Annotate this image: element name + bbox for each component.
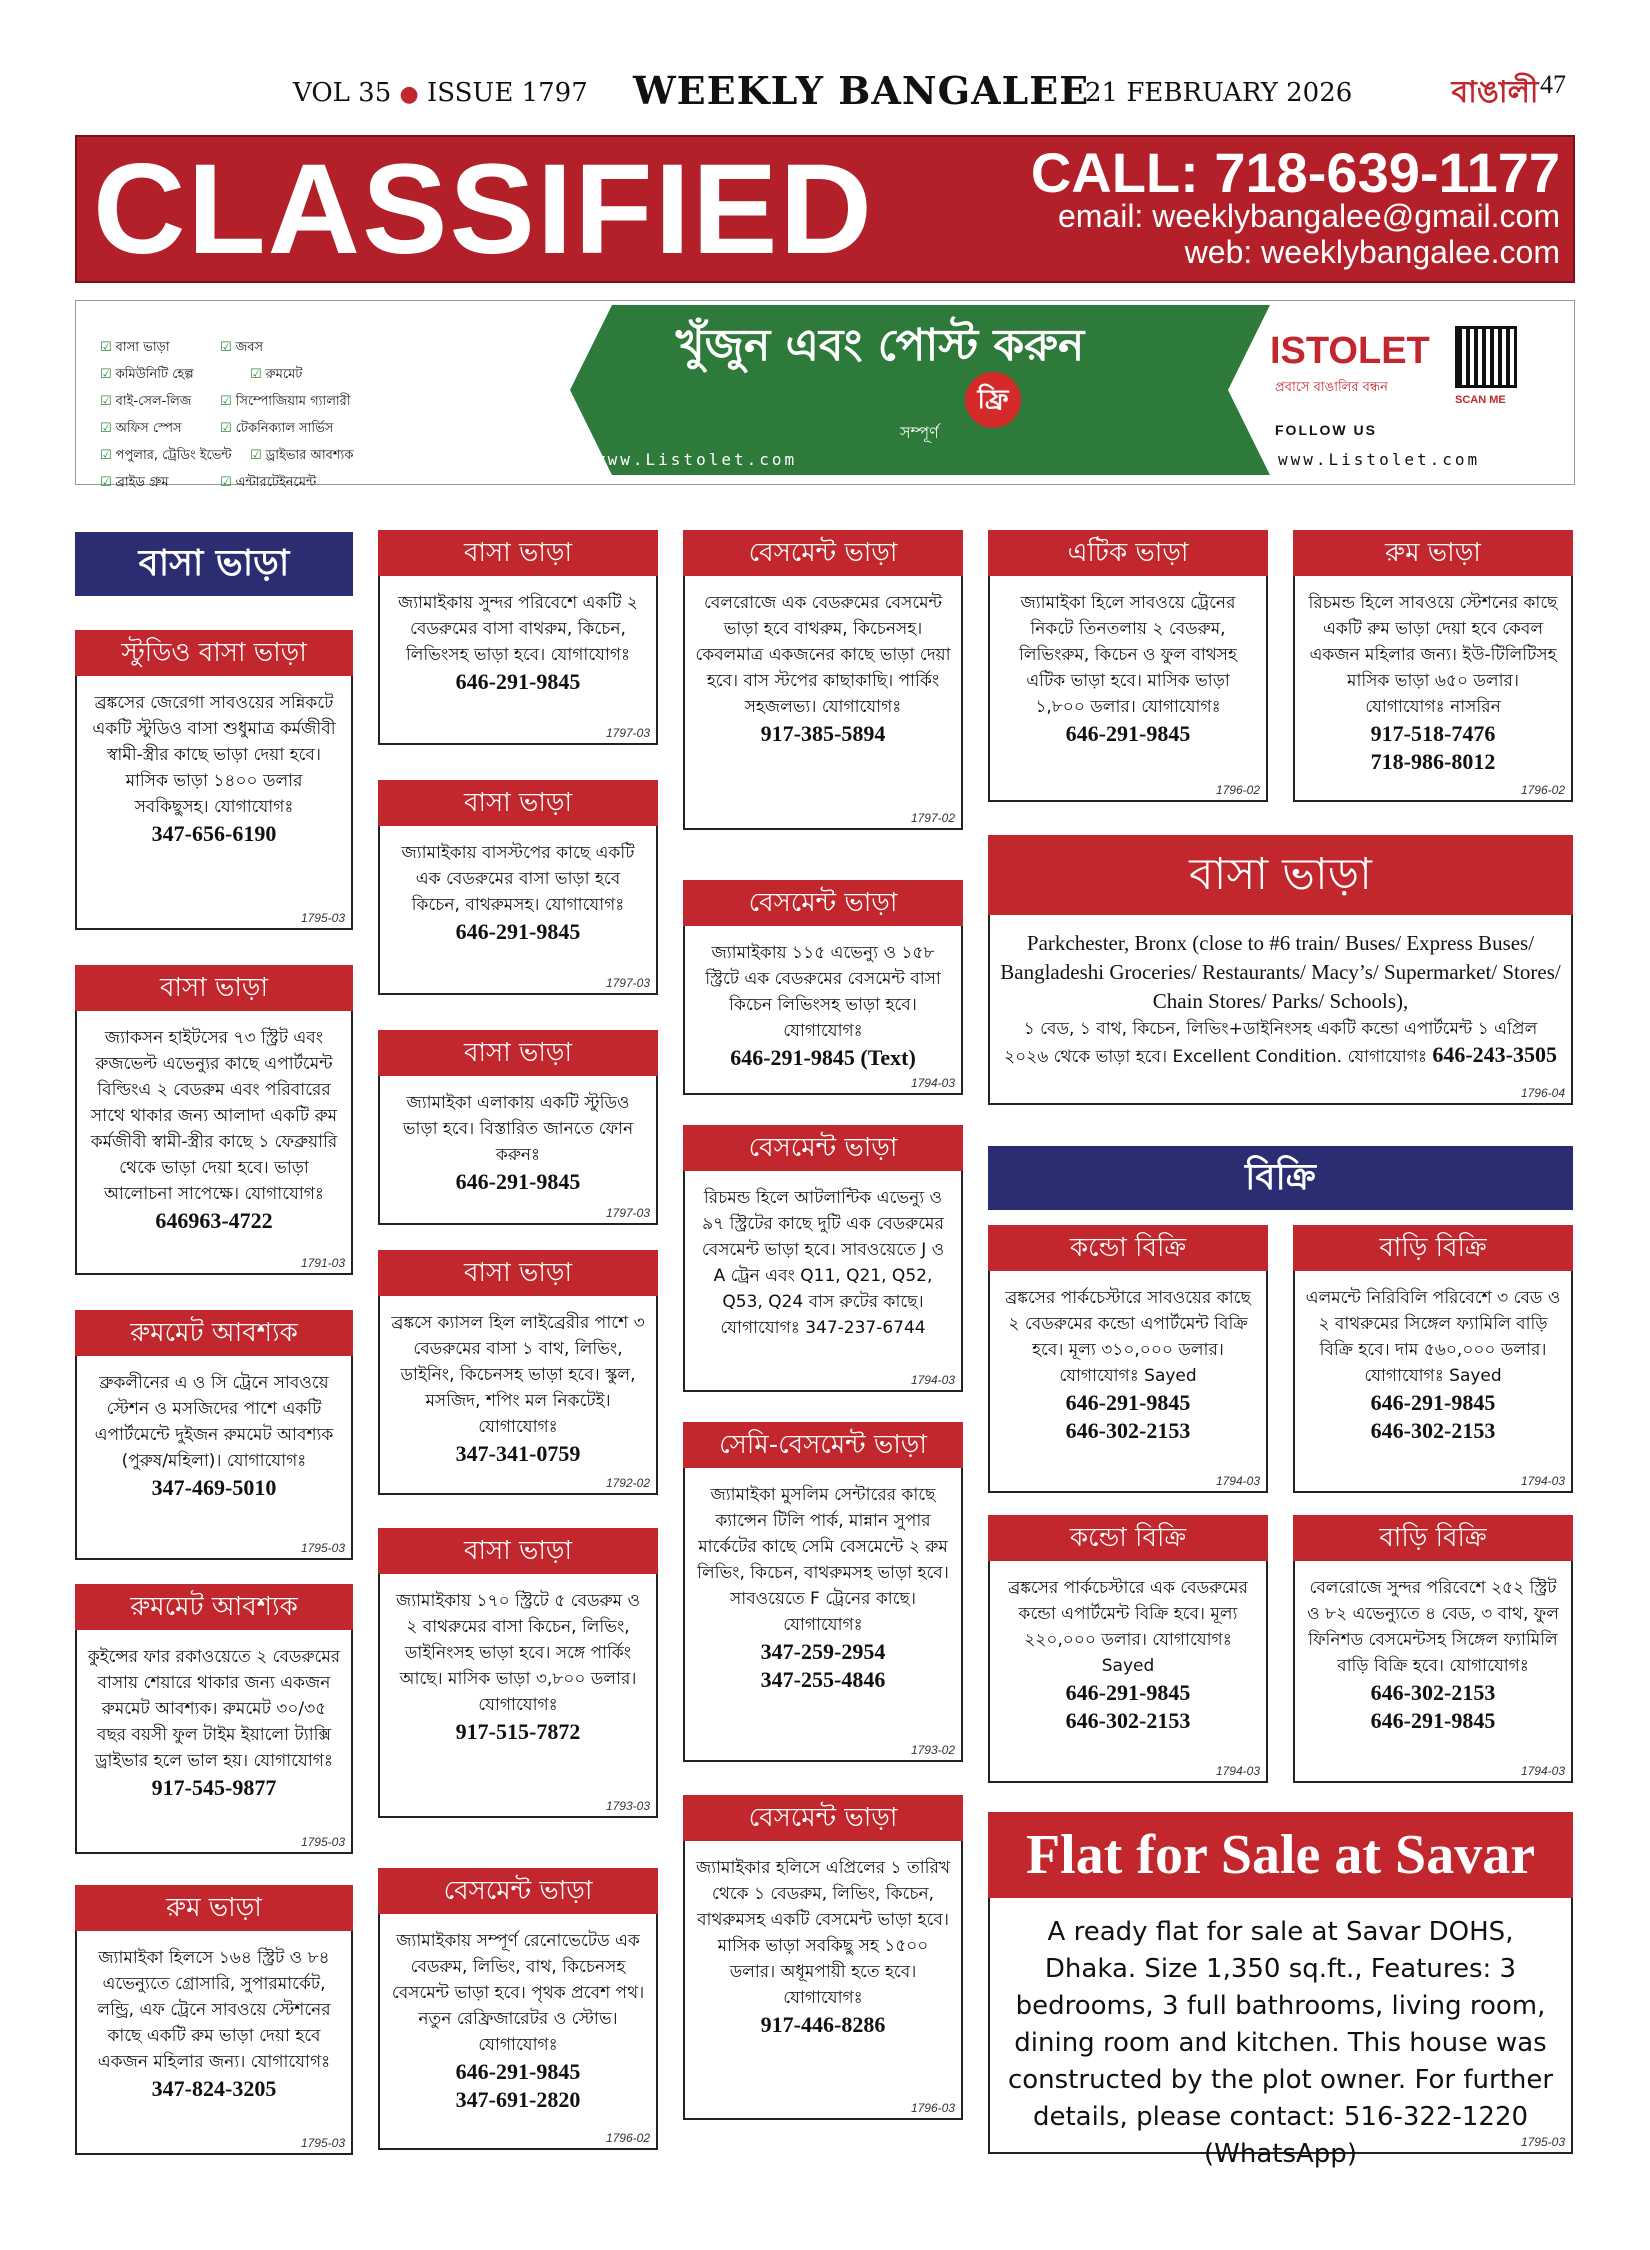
ad-slogan-sub: সম্পূর্ণ	[900, 423, 939, 442]
box-body	[390, 840, 646, 946]
flat-sale-title: Flat for Sale at Savar	[988, 1812, 1573, 1898]
ad-category-item	[100, 392, 220, 413]
box-body	[1305, 1285, 1561, 1445]
box-text: জ্যামাইকায় ১১৫ এভেন্যু ও ১৫৮ স্ট্রিটে এক বেডরুমের বেসমেন্ট বাসা কিচেন লিভিংসহ ভাড়া হবে। যোগাযোগঃ	[705, 943, 941, 1041]
ad-category-label: এন্টারটেইনমেন্ট	[235, 475, 317, 490]
box-body	[1000, 929, 1561, 1070]
checkbox-icon: ☑	[100, 367, 112, 382]
scan-me-label: SCAN ME	[1455, 394, 1506, 406]
follow-us: FOLLOW US	[1275, 422, 1377, 438]
box-text: ব্রঙ্কসের জেরেগা সাবওয়ের সন্নিকটে একটি স্টুডিও বাসা শুধুমাত্র কর্মজীবী স্বামী-স্ত্রীর কাছে ভাড়া দেয়া হবে। মাসিক ভাড়া ১৪০০ ডলার সবকিছুসহ। যোগাযোগঃ	[92, 693, 336, 817]
issue: ISSUE 1797	[426, 78, 588, 108]
box-phone: 646-291-9845	[1370, 1708, 1496, 1733]
box-body	[695, 1482, 951, 1694]
ad-code: 1794-03	[910, 1373, 955, 1387]
ad-code: 1793-02	[910, 1743, 955, 1757]
ad-code: 1796-04	[1520, 1086, 1565, 1100]
box-body	[695, 1855, 951, 2039]
box-title: বেসমেন্ট ভাড়া	[683, 530, 963, 576]
box-title: বাসা ভাড়া	[988, 835, 1573, 915]
ad-code: 1795-03	[300, 1541, 345, 1555]
box-text: বেলরোজে সুন্দর পরিবেশে ২৫২ স্ট্রিট ও ৮২ এভেন্যুতে ৪ বেড, ৩ বাথ, ফুল ফিনিশড বেসমেন্টসহ সিঙ্গেল ফ্যামিলি বাড়ি বিক্রি হবে। যোগাযোগঃ	[1307, 1578, 1559, 1676]
classified-ad-box	[75, 1885, 353, 2155]
ad-category-item	[100, 446, 250, 467]
checkbox-icon: ☑	[250, 367, 262, 382]
classified-ad-box	[1293, 530, 1573, 802]
contact-web: web: weeklybangalee.com	[1184, 234, 1560, 270]
paper-name: WEEKLY BANGALEE	[633, 68, 1090, 113]
box-title: সেমি-বেসমেন্ট ভাড়া	[683, 1422, 963, 1468]
ad-code: 1791-03	[300, 1256, 345, 1270]
checkbox-icon: ☑	[100, 448, 112, 463]
ad-code: 1793-03	[605, 1799, 650, 1813]
ad-code: 1796-02	[1215, 783, 1260, 797]
box-body	[87, 1644, 341, 1802]
box-title: রুম ভাড়া	[75, 1885, 353, 1931]
box-text: ব্রঙ্কসের পার্কচেস্টারে এক বেডরুমের কন্ডো এপার্টমেন্ট বিক্রি হবে। মূল্য ২২০,০০০ ডলার। যোগাযোগঃ Sayed	[1008, 1578, 1248, 1676]
box-phone: 917-518-7476	[1370, 721, 1496, 746]
ad-category-list	[100, 335, 460, 497]
ad-category-label: জবস	[235, 340, 264, 355]
ad-category-label: ব্রাইড গ্রুম	[115, 475, 169, 490]
ad-category-label: ড্রাইভার আবশ্যক	[265, 448, 354, 463]
ad-slogan: খুঁজুন এবং পোস্ট করুন	[675, 320, 1085, 371]
box-phone: 646-291-9845	[1065, 1390, 1191, 1415]
classified-ad-box	[683, 1422, 963, 1762]
checkbox-icon: ☑	[100, 421, 112, 436]
box-phone: 646-302-2153	[1065, 1418, 1191, 1443]
box-title: কন্ডো বিক্রি	[988, 1515, 1268, 1561]
box-phone: 646-291-9845	[1065, 721, 1191, 746]
box-phone: 347-469-5010	[151, 1475, 277, 1500]
volume-issue	[293, 78, 588, 108]
box-text: জ্যামাইকায় সম্পূর্ণ রেনোভেটেড এক বেডরুম, লিভিং, বাথ, কিচেনসহ বেসমেন্ট ভাড়া হবে। পৃথক প্রবেশ পথ। নতুন রেফ্রিজারেটর ও স্টোভ। যোগাযোগঃ	[391, 1931, 645, 2055]
box-phone: 646-243-3505	[1432, 1042, 1557, 1067]
box-phone: 646-291-9845	[455, 919, 581, 944]
box-title: বাসা ভাড়া	[378, 1030, 658, 1076]
ad-code: 1797-03	[605, 726, 650, 740]
checkbox-icon: ☑	[100, 340, 112, 355]
flat-sale-box	[988, 1812, 1573, 2169]
flat-sale-text: A ready flat for sale at Savar DOHS, Dhaka. Size 1,350 sq.ft., Features: 3 bedrooms, 3 full bathrooms, living room, dining room and kitchen. This house was constructed by the plot owner. For further details, please contact: 516-322-1220 (WhatsApp)	[1007, 1917, 1554, 2169]
box-body	[1000, 590, 1256, 748]
ad-code: 1795-03	[300, 1835, 345, 1849]
box-phone: 646-291-9845	[1370, 1390, 1496, 1415]
box-body	[695, 1185, 951, 1341]
box-text: জ্যামাইকা মুসলিম সেন্টারের কাছে ক্যান্সেন টিলি পার্ক, মান্নান সুপার মার্কেটের কাছে সেমি বেসমেন্টে ২ রুম লিভিং, কিচেন, বাথরুমসহ ভাড়া হবে। সাবওয়েতে F ট্রেনের কাছে। যোগাযোগঃ	[697, 1485, 949, 1635]
box-text: জ্যামাইকার হলিসে এপ্রিলের ১ তারিখ থেকে ১ বেডরুম, লিভিং, কিচেন, বাথরুমসহ একটি বেসমেন্ট ভাড়া হবে। মাসিক ভাড়া সবকিছু সহ ১৫০০ ডলার। অধূমপায়ী হতে হবে। যোগাযোগঃ	[695, 1858, 951, 2008]
ad-url[interactable]: www.Listolet.com	[595, 450, 798, 469]
box-phone: 646-291-9845	[1065, 1680, 1191, 1705]
box-body	[1305, 590, 1561, 776]
box-title: বাড়ি বিক্রি	[1293, 1515, 1573, 1561]
box-text: এলমন্টে নিরিবিলি পরিবেশে ৩ বেড ও ২ বাথরুমের সিঙ্গেল ফ্যামিলি বাড়ি বিক্রি হবে। দাম ৫৬০,০০০ ডলার। যোগাযোগঃ Sayed	[1305, 1288, 1561, 1386]
ad-code: 1794-03	[910, 1076, 955, 1090]
issue-date: 21 FEBRUARY 2026	[1085, 78, 1353, 108]
listolet-brand: ISTOLET	[1270, 330, 1430, 372]
ad-code: 1796-02	[1520, 783, 1565, 797]
contact-email: email: weeklybangalee@gmail.com	[1057, 198, 1560, 234]
ad-category-label: বাই-সেল-লিজ	[115, 394, 192, 409]
box-body	[695, 590, 951, 748]
box-title: বাড়ি বিক্রি	[1293, 1225, 1573, 1271]
classified-ad-box	[1293, 1225, 1573, 1493]
box-title: বাসা ভাড়া	[378, 530, 658, 576]
ad-category-label: বাসা ভাড়া	[115, 340, 170, 355]
box-text: জ্যামাইকা হিলে সাবওয়ে ট্রেনের নিকটে তিনতলায় ২ বেডরুম, লিভিংরুম, কিচেন ও ফুল বাথসহ এটিক ভাড়া হবে। মাসিক ভাড়া ১,৮০০ ডলার। যোগাযোগঃ	[1019, 593, 1237, 717]
box-phone: 646-291-9845	[455, 1169, 581, 1194]
classified-ad-box	[988, 1225, 1268, 1493]
checkbox-icon: ☑	[220, 394, 232, 409]
box-body	[1000, 1285, 1256, 1445]
box-text-bn: ১ বেড, ১ বাথ, কিচেন, লিভিং+ডাইনিংসহ একটি কন্ডো এপার্টমেন্ট ১ এপ্রিল ২০২৬ থেকে ভাড়া হবে। Excellent Condition. যোগাযোগঃ	[1004, 1019, 1538, 1067]
box-text-en: Parkchester, Bronx (close to #6 train/ Buses/ Express Buses/ Bangladeshi Groceries/ Restaurants/ Macy’s/ Supermarket/ Stores/ Chain Stores/ Parks/ Schools),	[1000, 931, 1561, 1013]
box-body	[87, 1945, 341, 2103]
ad-category-item	[100, 338, 220, 359]
box-phone: 917-446-8286	[760, 2012, 886, 2037]
ad-category-item	[220, 473, 370, 494]
section-sale-header: বিক্রি	[988, 1146, 1573, 1210]
box-phone: 917-545-9877	[151, 1775, 277, 1800]
box-phone: 646963-4722	[155, 1208, 273, 1233]
paper-logo: বাঙালী	[1451, 75, 1539, 110]
box-title: কন্ডো বিক্রি	[988, 1225, 1268, 1271]
ad-category-label: রুমমেট	[265, 367, 303, 382]
qr-code-icon[interactable]	[1455, 326, 1517, 388]
box-phone: 646-302-2153	[1065, 1708, 1191, 1733]
box-title: রুমমেট আবশ্যক	[75, 1584, 353, 1630]
ad-category-label: কমিউনিটি হেল্প	[115, 367, 194, 382]
classified-ad-box	[683, 1795, 963, 2120]
classified-ad-box	[378, 530, 658, 745]
classified-ad-box	[378, 1030, 658, 1225]
box-title: বাসা ভাড়া	[75, 965, 353, 1011]
classified-ad-box	[683, 530, 963, 830]
ad-category-item	[220, 338, 340, 359]
call-number: CALL: 718-639-1177	[1030, 141, 1560, 204]
box-phone: 646-302-2153	[1370, 1418, 1496, 1443]
box-body	[1000, 1575, 1256, 1735]
box-title: রুম ভাড়া	[1293, 530, 1573, 576]
ad-category-label: অফিস স্পেস	[115, 421, 182, 436]
ad-category-item	[100, 473, 220, 494]
box-phone: 917-385-5894	[760, 721, 886, 746]
box-text: ব্রুকলীনের এ ও সি ট্রেনে সাবওয়ে স্টেশন ও মসজিদের পাশে একটি এপার্টমেন্টে দুইজন রুমমেট আবশ্যক (পুরুষ/মহিলা)। যোগাযোগঃ	[94, 1373, 334, 1471]
ad-category-item	[220, 392, 370, 413]
box-body	[390, 590, 646, 696]
box-text: জ্যামাইকা হিলসে ১৬৪ স্ট্রিট ও ৮৪ এভেন্যুতে গ্রোসারি, সুপারমার্কেট, লন্ড্রি, এফ ট্রেনে সাবওয়ে স্টেশনের কাছে একটি রুম ভাড়া দেয়া হবে একজন মহিলার জন্য। যোগাযোগঃ	[97, 1948, 331, 2072]
box-body	[87, 1025, 341, 1235]
box-title: বেসমেন্ট ভাড়া	[683, 1795, 963, 1841]
box-phone: 718-986-8012	[1370, 749, 1496, 774]
box-title: বেসমেন্ট ভাড়া	[683, 880, 963, 926]
classified-ad-box	[75, 630, 353, 930]
box-body	[390, 1588, 646, 1746]
ad-code: 1792-02	[605, 1476, 650, 1490]
box-phone: 646-291-9845 (Text)	[730, 1045, 916, 1070]
box-body	[87, 1370, 341, 1502]
ad-code: 1795-03	[300, 911, 345, 925]
box-phone: 646-291-9845	[455, 2059, 581, 2084]
separator-dot-icon: ●	[399, 82, 419, 107]
box-body	[1305, 1575, 1561, 1735]
checkbox-icon: ☑	[100, 394, 112, 409]
box-text: জ্যামাইকায় ১৭০ স্ট্রিটে ৫ বেডরুম ও ২ বাথরুমের বাসা কিচেন, লিভিং, ডাইনিংসহ ভাড়া হবে। সঙ্গে পার্কিং আছে। মাসিক ভাড়া ৩,৮০০ ডলার। যোগাযোগঃ	[395, 1591, 641, 1715]
ad-code: 1794-03	[1215, 1474, 1260, 1488]
classified-ad-box	[988, 530, 1268, 802]
box-phone: 347-691-2820	[455, 2087, 581, 2112]
box-title: বাসা ভাড়া	[378, 1250, 658, 1296]
classified-ad-box	[683, 1125, 963, 1392]
classified-ad-box	[75, 965, 353, 1275]
ad-category-label: পপুলার, ট্রেডিং ইভেন্ট	[115, 448, 232, 463]
ad-category-item	[100, 419, 220, 440]
box-phone: 347-824-3205	[151, 2076, 277, 2101]
classified-title: CLASSIFIED	[93, 138, 874, 281]
box-title: বাসা ভাড়া	[378, 1528, 658, 1574]
box-body	[87, 690, 341, 848]
classified-ad-box	[378, 1528, 658, 1818]
box-text: জ্যামাইকা এলাকায় একটি স্টুডিও ভাড়া হবে। বিস্তারিত জানতে ফোন করুনঃ	[402, 1093, 634, 1165]
ad-code: 1794-03	[1520, 1764, 1565, 1778]
ad-category-item	[100, 365, 250, 386]
ad-category-item	[250, 446, 370, 467]
checkbox-icon: ☑	[220, 421, 232, 436]
box-phone: 646-291-9845	[455, 669, 581, 694]
listolet-tagline: প্রবাসে বাঙালির বন্ধন	[1275, 380, 1388, 395]
classified-ad-box	[75, 1584, 353, 1854]
box-title: রুমমেট আবশ্যক	[75, 1310, 353, 1356]
box-text: কুইন্সের ফার রকাওয়েতে ২ বেডরুমের বাসায় শেয়ারে থাকার জন্য একজন রুমমেট আবশ্যক। রুমমেট ৩০/৩৫ বছর বয়সী ফুল টাইম ইয়ালো ট্যাক্সি ড্রাইভার হলে ভাল হয়। যোগাযোগঃ	[87, 1647, 341, 1771]
box-text: বেলরোজে এক বেডরুমের বেসমেন্ট ভাড়া হবে বাথরুম, কিচেনসহ। কেবলমাত্র একজনের কাছে ভাড়া দেয়া হবে। বাস স্টপের কাছাকাছি। পার্কিং সহজলভ্য। যোগাযোগঃ	[695, 593, 951, 717]
box-phone: 646-302-2153	[1370, 1680, 1496, 1705]
classified-ad-box	[378, 1868, 658, 2150]
checkbox-icon: ☑	[220, 340, 232, 355]
classified-ad-box	[988, 1515, 1268, 1783]
box-title: বেসমেন্ট ভাড়া	[683, 1125, 963, 1171]
box-title: এটিক ভাড়া	[988, 530, 1268, 576]
ad-free-badge: ফ্রি	[965, 372, 1021, 428]
volume: VOL 35	[293, 78, 392, 108]
box-text: জ্যামাইকায় সুন্দর পরিবেশে একটি ২ বেডরুমের বাসা বাথরুম, কিচেন, লিভিংসহ ভাড়া হবে। যোগাযোগঃ	[398, 593, 638, 665]
classified-ad-box	[378, 1250, 658, 1495]
box-body	[390, 1310, 646, 1468]
box-text: রিচমন্ড হিলে আটলান্টিক এভেন্যু ও ৯৭ স্ট্রিটের কাছে দুটি এক বেডরুমের বেসমেন্ট ভাড়া হবে। সাবওয়েতে J ও A ট্রেন এবং Q11, Q21, Q52, Q53, Q24 বাস রুটের কাছে। যোগাযোগঃ 347-237-6744	[701, 1188, 945, 1338]
box-phone: 347-259-2954	[760, 1639, 886, 1664]
box-text: জ্যামাইকায় বাসস্টপের কাছে একটি এক বেডরুমের বাসা ভাড়া হবে কিচেন, বাথরুমসহ। যোগাযোগঃ	[401, 843, 635, 915]
box-body	[695, 940, 951, 1072]
page-number: 47	[1540, 70, 1566, 99]
classified-ad-box	[1293, 1515, 1573, 1783]
ad-category-label: সিম্পোজিয়াম গ্যালারী	[235, 394, 351, 409]
box-body	[390, 1928, 646, 2114]
section-rent-header: বাসা ভাড়া	[75, 532, 353, 596]
checkbox-icon: ☑	[220, 475, 232, 490]
ad-category-label: টেকনিক্যাল সার্ভিস	[235, 421, 334, 436]
box-phone: 347-656-6190	[151, 821, 277, 846]
ad-code: 1795-03	[300, 2136, 345, 2150]
box-phone: 347-255-4846	[760, 1667, 886, 1692]
ad-code: 1795-03	[1520, 2135, 1565, 2149]
box-text: ব্রঙ্কসে ক্যাসল হিল লাইব্রেরীর পাশে ৩ বেডরুমের বাসা ১ বাথ, লিভিং, ডাইনিং, কিচেনসহ ভাড়া হবে। স্কুল, মসজিদ, শপিং মল নিকটেই। যোগাযোগঃ	[391, 1313, 645, 1437]
parkchester-rent-box	[988, 835, 1573, 1105]
ad-code: 1794-03	[1215, 1764, 1260, 1778]
ad-code: 1797-03	[605, 976, 650, 990]
classified-ad-box	[75, 1310, 353, 1560]
ad-code: 1794-03	[1520, 1474, 1565, 1488]
box-title: বেসমেন্ট ভাড়া	[378, 1868, 658, 1914]
ad-code: 1797-02	[910, 811, 955, 825]
box-phone: 347-341-0759	[455, 1441, 581, 1466]
ad-category-item	[220, 419, 340, 440]
ad-category-item	[250, 365, 370, 386]
classified-ad-box	[683, 880, 963, 1095]
box-phone: 917-515-7872	[455, 1719, 581, 1744]
ad-code: 1796-03	[910, 2101, 955, 2115]
classified-ad-box	[378, 780, 658, 995]
ad-code: 1797-03	[605, 1206, 650, 1220]
box-title: স্টুডিও বাসা ভাড়া	[75, 630, 353, 676]
ad-url-right[interactable]: www.Listolet.com	[1278, 450, 1481, 469]
ad-code: 1796-02	[605, 2131, 650, 2145]
checkbox-icon: ☑	[250, 448, 262, 463]
box-text: রিচমন্ড হিলে সাবওয়ে স্টেশনের কাছে একটি রুম ভাড়া দেয়া হবে কেবল একজন মহিলার জন্য। ইউ-টিলিটিসহ মাসিক ভাড়া ৬৫০ ডলার। যোগাযোগঃ নাসরিন	[1308, 593, 1558, 717]
box-text: ব্রঙ্কসের পার্কচেস্টারে সাবওয়ের কাছে ২ বেডরুমের কন্ডো এপার্টমেন্ট বিক্রি হবে। মূল্য ৩১০,০০০ ডলার। যোগাযোগঃ Sayed	[1005, 1288, 1251, 1386]
box-text: জ্যাকসন হাইটসের ৭৩ স্ট্রিট এবং রুজভেল্ট এভেন্যুর কাছে এপার্টমেন্ট বিল্ডিংএ ২ বেডরুম এবং পরিবারের সাথে থাকার জন্য আলাদা একটি রুম কর্মজীবী স্বামী-স্ত্রীর কাছে ১ ফেব্রুয়ারি থেকে ভাড়া দেয়া হবে। ভাড়া আলোচনা সাপেক্ষে। যোগাযোগঃ	[90, 1028, 338, 1204]
checkbox-icon: ☑	[100, 475, 112, 490]
box-title: বাসা ভাড়া	[378, 780, 658, 826]
box-body	[390, 1090, 646, 1196]
